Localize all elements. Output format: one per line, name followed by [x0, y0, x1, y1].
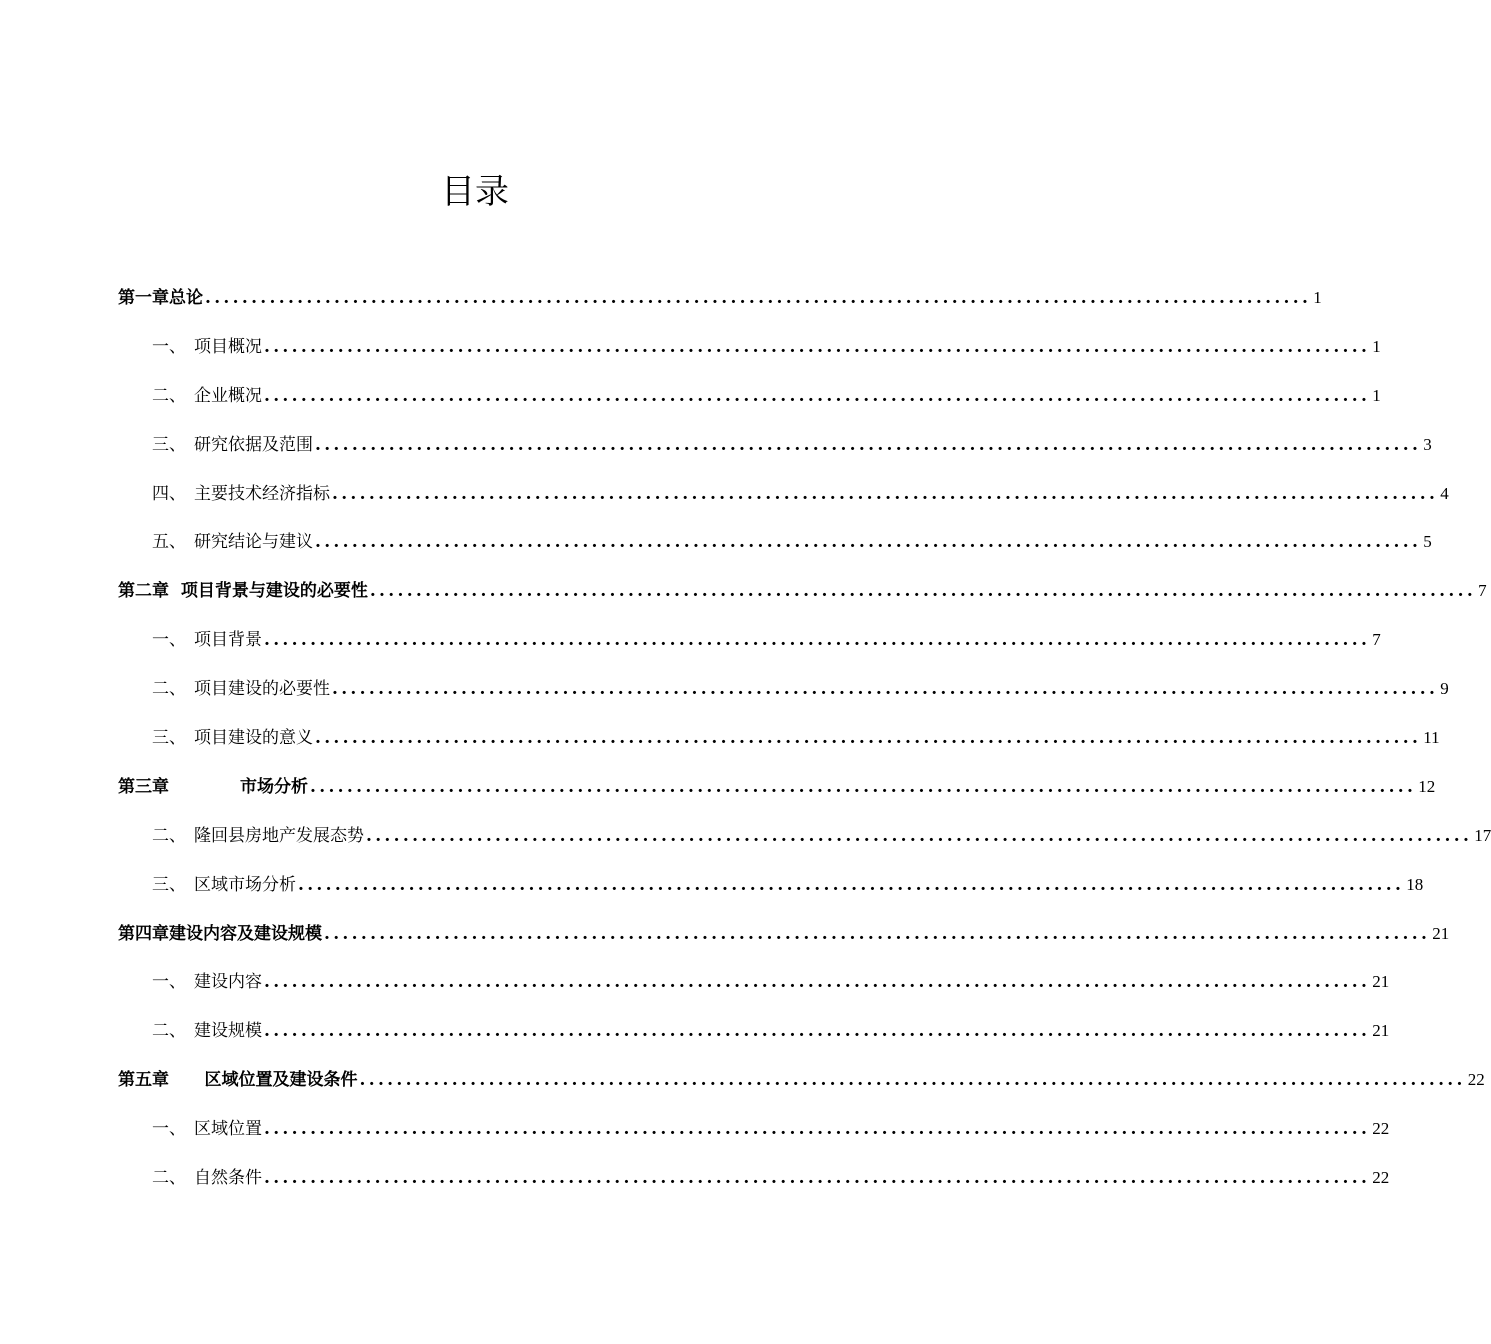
toc-entry-number: 二、: [152, 1021, 186, 1042]
toc-page-number: 21: [1372, 1021, 1390, 1041]
toc-entry-number: 三、: [152, 434, 186, 455]
toc-page-number: 18: [1406, 874, 1424, 894]
toc-section-entry[interactable]: [118, 325, 1381, 374]
toc-section-entry[interactable]: [118, 1009, 1390, 1058]
toc-leader-dots: ........................................................................................................................: [315, 434, 1422, 455]
toc-entry-title: 项目概况: [194, 336, 262, 357]
toc-entry-number: 三、: [152, 874, 186, 895]
toc-entry-title: 主要技术经济指标: [194, 483, 330, 504]
toc-entry-title: 建设内容及建设规模: [169, 923, 322, 944]
toc-section-entry[interactable]: [118, 1107, 1390, 1156]
toc-entry-title: 研究结论与建议: [194, 532, 313, 553]
toc-entry-number: 第二章: [118, 581, 169, 602]
toc-page-number: 7: [1478, 581, 1487, 601]
toc-entry-gap: [169, 765, 240, 809]
toc-chapter-entry[interactable]: [118, 1058, 1485, 1107]
toc-page-number: 1: [1372, 336, 1381, 356]
toc-entry-number: 二、: [152, 679, 186, 700]
toc-leader-dots: ........................................................................................................................: [264, 630, 1371, 651]
toc-page-number: 22: [1467, 1070, 1485, 1090]
toc-entry-number: 第五章: [118, 1070, 169, 1091]
toc-leader-dots: ........................................................................................................................: [205, 288, 1312, 308]
toc-section-entry[interactable]: [118, 960, 1390, 1009]
toc-leader-dots: ........................................................................................................................: [310, 776, 1417, 797]
toc-entry-title: 项目建设的意义: [194, 728, 313, 749]
toc-entry-number: 四、: [152, 483, 186, 504]
toc-section-entry[interactable]: [118, 814, 1491, 863]
toc-chapter-entry[interactable]: [118, 569, 1487, 618]
toc-page-number: 9: [1440, 679, 1449, 699]
toc-entry-number: 第三章: [118, 776, 169, 797]
toc-leader-dots: ........................................................................................................................: [264, 385, 1371, 406]
toc-leader-dots: ........................................................................................................................: [315, 728, 1422, 749]
toc-section-entry[interactable]: [118, 618, 1381, 667]
toc-chapter-entry[interactable]: [118, 276, 1322, 325]
toc-entry-gap: [169, 1058, 205, 1102]
toc-chapter-entry[interactable]: [118, 765, 1436, 814]
toc-entry-title: 自然条件: [194, 1168, 262, 1189]
toc-entry-gap: [169, 569, 181, 613]
toc-page-number: 21: [1432, 923, 1450, 943]
toc-leader-dots: ........................................................................................................................: [332, 679, 1439, 700]
toc-leader-dots: ........................................................................................................................: [324, 923, 1431, 944]
toc-section-entry[interactable]: [118, 716, 1440, 765]
toc-page-number: 21: [1372, 972, 1390, 992]
page-title: 目录: [441, 172, 509, 212]
toc-leader-dots: ........................................................................................................................: [298, 874, 1405, 895]
table-of-contents: [118, 276, 1491, 1205]
toc-entry-title: 总论: [169, 288, 203, 308]
toc-leader-dots: ........................................................................................................................: [315, 532, 1422, 553]
toc-leader-dots: ........................................................................................................................: [369, 581, 1477, 602]
toc-entry-number: 第四章: [118, 923, 169, 944]
toc-page-number: 1: [1313, 288, 1322, 307]
toc-entry-number: 二、: [152, 385, 186, 406]
toc-entry-number: 二、: [152, 825, 186, 846]
toc-section-entry[interactable]: [118, 423, 1432, 472]
toc-leader-dots: ........................................................................................................................: [366, 825, 1473, 846]
toc-entry-title: 区域位置及建设条件: [204, 1070, 358, 1091]
toc-page-number: 12: [1418, 776, 1436, 796]
toc-entry-title: 区域位置: [194, 1119, 262, 1140]
toc-leader-dots: ........................................................................................................................: [264, 1168, 1371, 1189]
toc-entry-title: 建设规模: [194, 1021, 262, 1042]
toc-chapter-entry[interactable]: [118, 912, 1450, 961]
toc-entry-title: 区域市场分析: [194, 874, 296, 895]
toc-page-number: 7: [1372, 630, 1381, 650]
toc-entry-number: 五、: [152, 532, 186, 553]
toc-entry-title: 项目背景与建设的必要性: [180, 581, 368, 602]
toc-leader-dots: ........................................................................................................................: [264, 336, 1371, 357]
toc-leader-dots: ........................................................................................................................: [264, 972, 1371, 993]
toc-entry-title: 研究依据及范围: [194, 434, 313, 455]
toc-section-entry[interactable]: [118, 667, 1449, 716]
toc-entry-number: 三、: [152, 728, 186, 749]
toc-page-number: 11: [1423, 728, 1440, 748]
toc-page-number: 22: [1372, 1168, 1390, 1188]
toc-page-number: 4: [1440, 483, 1449, 503]
toc-leader-dots: ........................................................................................................................: [264, 1021, 1371, 1042]
toc-entry-number: 一、: [152, 1119, 186, 1140]
toc-leader-dots: ........................................................................................................................: [359, 1070, 1466, 1091]
toc-page-number: 5: [1423, 532, 1432, 552]
toc-section-entry[interactable]: [118, 520, 1432, 569]
toc-entry-title: 项目建设的必要性: [194, 679, 330, 700]
toc-entry-title: 市场分析: [240, 776, 309, 797]
toc-page-number: 22: [1372, 1119, 1390, 1139]
toc-entry-number: 一、: [152, 630, 186, 651]
toc-entry-number: 二、: [152, 1168, 186, 1189]
toc-section-entry[interactable]: [118, 374, 1381, 423]
toc-entry-number: 一、: [152, 336, 186, 357]
toc-section-entry[interactable]: [118, 863, 1424, 912]
toc-entry-number: 一、: [152, 972, 186, 993]
toc-entry-title: 项目背景: [194, 630, 262, 651]
toc-page-number: 1: [1372, 385, 1381, 405]
toc-entry-number: 第一章: [118, 288, 169, 308]
toc-entry-title: 建设内容: [194, 972, 262, 993]
toc-page-number: 17: [1474, 825, 1491, 845]
toc-leader-dots: ........................................................................................................................: [264, 1119, 1371, 1140]
toc-section-entry[interactable]: [118, 472, 1449, 521]
toc-leader-dots: ........................................................................................................................: [332, 483, 1439, 504]
toc-page-number: 3: [1423, 434, 1432, 454]
toc-entry-title: 隆回县房地产发展态势: [194, 825, 364, 846]
toc-section-entry[interactable]: [118, 1156, 1390, 1205]
toc-entry-title: 企业概况: [194, 385, 262, 406]
